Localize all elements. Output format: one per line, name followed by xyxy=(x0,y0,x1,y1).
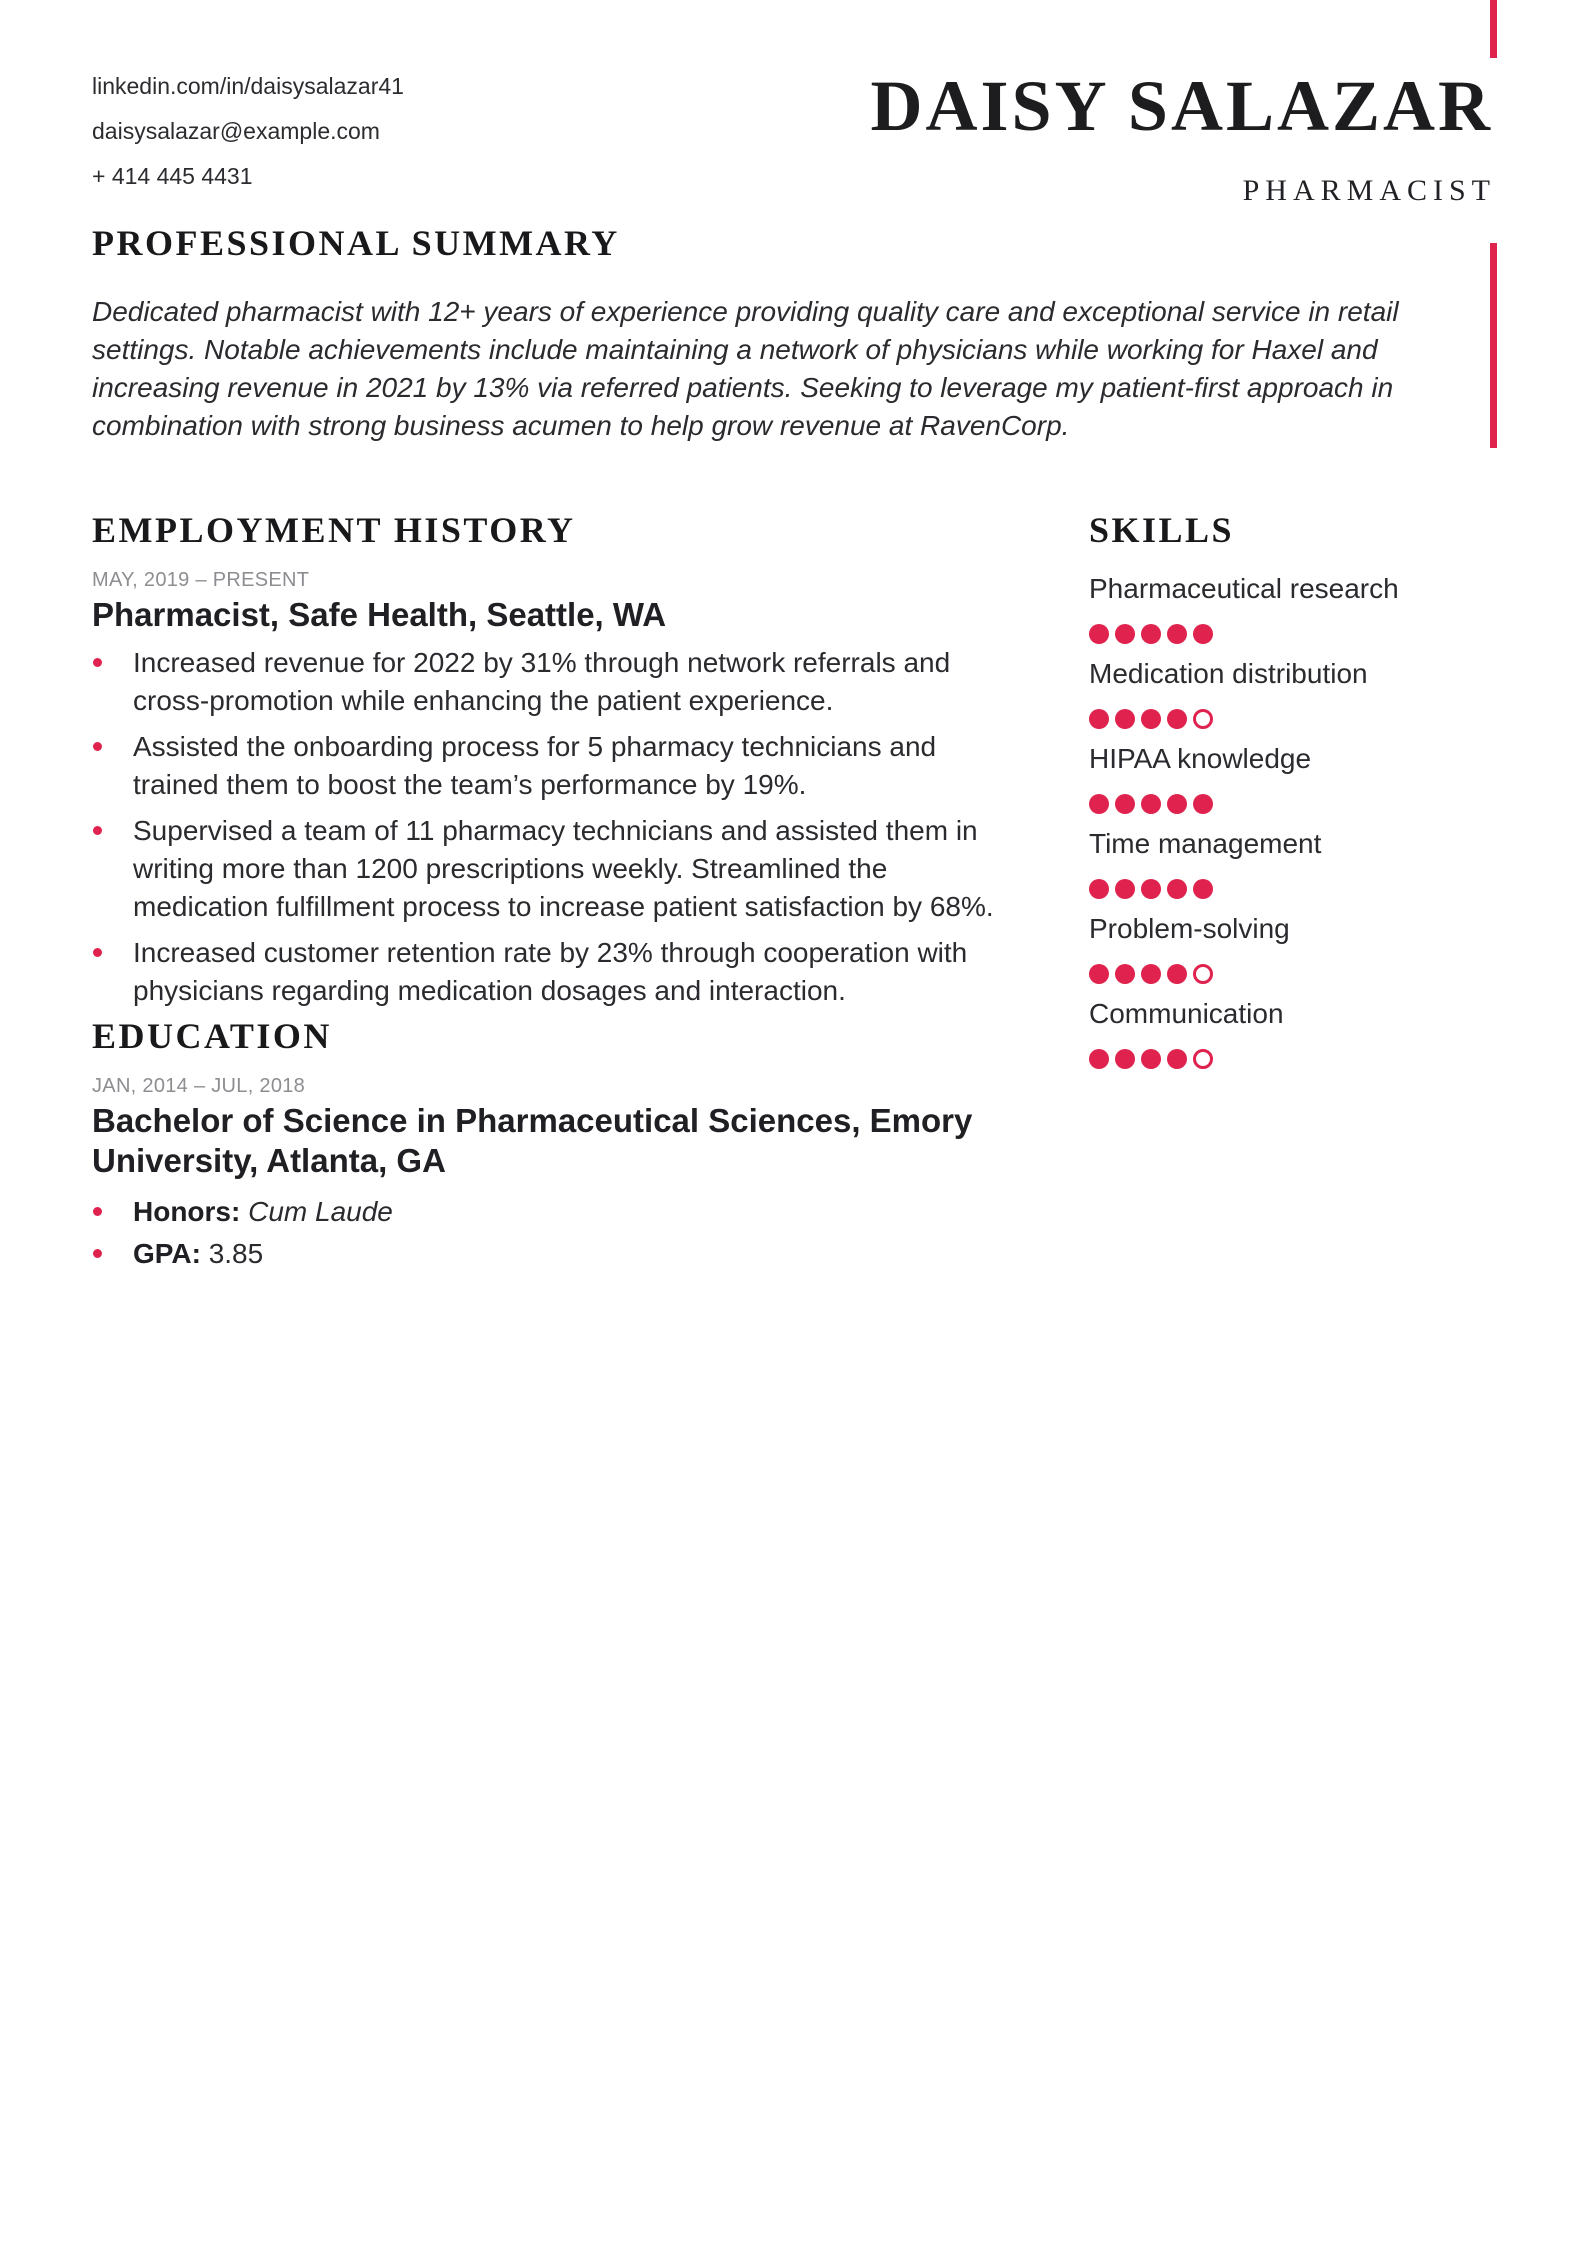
skill-rating xyxy=(1089,794,1490,814)
summary-heading: PROFESSIONAL SUMMARY xyxy=(92,223,620,263)
skill-dot-filled-icon xyxy=(1167,624,1187,644)
skill-dot-filled-icon xyxy=(1115,624,1135,644)
skill-rating xyxy=(1089,1049,1490,1069)
summary-section xyxy=(92,225,1428,445)
skill-dot-filled-icon xyxy=(1193,794,1213,814)
job-title: Pharmacist, Safe Health, Seattle, WA xyxy=(92,596,667,633)
skill-rating xyxy=(1089,709,1490,729)
bullet-dot-icon xyxy=(93,1207,102,1216)
identity-block xyxy=(870,66,1496,207)
education-title: Bachelor of Science in Pharmaceutical Sciences, Emory University, Atlanta, GA xyxy=(92,1102,973,1179)
skill-item xyxy=(1089,829,1490,899)
skill-name: Problem-solving xyxy=(1089,913,1290,944)
right-column xyxy=(1089,512,1490,1277)
summary-text: Dedicated pharmacist with 12+ years of experience providing quality care and exceptional service in retail settings. Notable achievements include maintaining a network of physicians while working for Haxel and increasing revenue in 2021 by 13% via referred patients. Seeking to leverage my patient-first approach in combination with strong business acumen to help grow revenue at RavenCorp. xyxy=(92,296,1399,441)
education-bullet-list xyxy=(92,1193,1027,1273)
bullet-dot-icon xyxy=(93,1249,102,1258)
bullet-item xyxy=(92,812,1027,926)
skill-item xyxy=(1089,999,1490,1069)
bullet-text: Assisted the onboarding process for 5 pharmacy technicians and trained them to boost the team’s performance by 19%. xyxy=(133,731,937,800)
skills-heading: SKILLS xyxy=(1089,510,1235,550)
skill-dot-filled-icon xyxy=(1141,879,1161,899)
skill-item xyxy=(1089,659,1490,729)
skill-name: Medication distribution xyxy=(1089,658,1368,689)
bullet-item xyxy=(92,1193,1027,1231)
skill-item xyxy=(1089,574,1490,644)
skill-dot-filled-icon xyxy=(1167,879,1187,899)
bullet-text: Increased customer retention rate by 23% through cooperation with physicians regarding medication dosages and interaction. xyxy=(133,937,968,1006)
skill-dot-filled-icon xyxy=(1141,794,1161,814)
candidate-title: PHARMACIST xyxy=(1242,174,1496,207)
skill-dot-empty-icon xyxy=(1193,709,1213,729)
skill-dot-filled-icon xyxy=(1089,794,1109,814)
skill-rating xyxy=(1089,964,1490,984)
accent-bar-middle xyxy=(1490,243,1497,448)
skill-dot-filled-icon xyxy=(1167,794,1187,814)
bullet-dot-icon xyxy=(93,658,102,667)
skill-dot-filled-icon xyxy=(1089,964,1109,984)
skill-item xyxy=(1089,914,1490,984)
skill-name: HIPAA knowledge xyxy=(1089,743,1312,774)
skill-dot-filled-icon xyxy=(1115,964,1135,984)
bullet-item xyxy=(92,1235,1027,1273)
bullet-value: Cum Laude xyxy=(248,1196,393,1227)
skill-dot-filled-icon xyxy=(1193,624,1213,644)
skill-rating xyxy=(1089,879,1490,899)
skill-dot-filled-icon xyxy=(1115,709,1135,729)
skill-dot-filled-icon xyxy=(1167,709,1187,729)
bullet-text: Increased revenue for 2022 by 31% through network referrals and cross-promotion while enhancing the patient experience. xyxy=(133,647,951,716)
skill-dot-filled-icon xyxy=(1115,879,1135,899)
bullet-item xyxy=(92,644,1027,720)
skill-name: Pharmaceutical research xyxy=(1089,573,1399,604)
contact-linkedin: linkedin.com/in/daisysalazar41 xyxy=(92,73,404,99)
skill-dot-filled-icon xyxy=(1089,624,1109,644)
skills-list xyxy=(1089,574,1490,1069)
job-dates: MAY, 2019 – PRESENT xyxy=(92,569,310,591)
bullet-dot-icon xyxy=(93,826,102,835)
education-dates: JAN, 2014 – JUL, 2018 xyxy=(92,1075,306,1097)
bullet-label: GPA: xyxy=(133,1238,201,1269)
contact-email: daisysalazar@example.com xyxy=(92,118,380,144)
skill-dot-filled-icon xyxy=(1141,709,1161,729)
skill-dot-empty-icon xyxy=(1193,1049,1213,1069)
bullet-text: Supervised a team of 11 pharmacy technicians and assisted them in writing more than 1200 prescriptions weekly. Streamlined the medication fulfillment process to increase patient satisfaction by 68%. xyxy=(133,815,994,922)
skill-rating xyxy=(1089,624,1490,644)
skill-dot-filled-icon xyxy=(1089,879,1109,899)
candidate-name: DAISY SALAZAR xyxy=(870,66,1493,146)
skill-item xyxy=(1089,744,1490,814)
left-column xyxy=(92,512,1027,1277)
skill-dot-filled-icon xyxy=(1115,794,1135,814)
job-bullet-list xyxy=(92,644,1027,1010)
skill-name: Communication xyxy=(1089,998,1284,1029)
accent-bar-top xyxy=(1490,0,1497,58)
skill-dot-filled-icon xyxy=(1141,624,1161,644)
skill-dot-filled-icon xyxy=(1193,879,1213,899)
main-columns xyxy=(92,512,1490,1277)
education-heading: EDUCATION xyxy=(92,1016,332,1056)
bullet-dot-icon xyxy=(93,948,102,957)
contact-block xyxy=(92,74,404,209)
skill-dot-filled-icon xyxy=(1167,964,1187,984)
skill-dot-filled-icon xyxy=(1141,964,1161,984)
skill-dot-filled-icon xyxy=(1115,1049,1135,1069)
bullet-item xyxy=(92,728,1027,804)
skill-dot-filled-icon xyxy=(1167,1049,1187,1069)
skill-dot-filled-icon xyxy=(1089,709,1109,729)
bullet-item xyxy=(92,934,1027,1010)
skill-dot-empty-icon xyxy=(1193,964,1213,984)
skill-dot-filled-icon xyxy=(1141,1049,1161,1069)
bullet-dot-icon xyxy=(93,742,102,751)
contact-phone: + 414 445 4431 xyxy=(92,163,253,189)
bullet-label: Honors: xyxy=(133,1196,241,1227)
skill-name: Time management xyxy=(1089,828,1322,859)
bullet-value: 3.85 xyxy=(208,1238,264,1269)
employment-heading: EMPLOYMENT HISTORY xyxy=(92,510,576,550)
skill-dot-filled-icon xyxy=(1089,1049,1109,1069)
